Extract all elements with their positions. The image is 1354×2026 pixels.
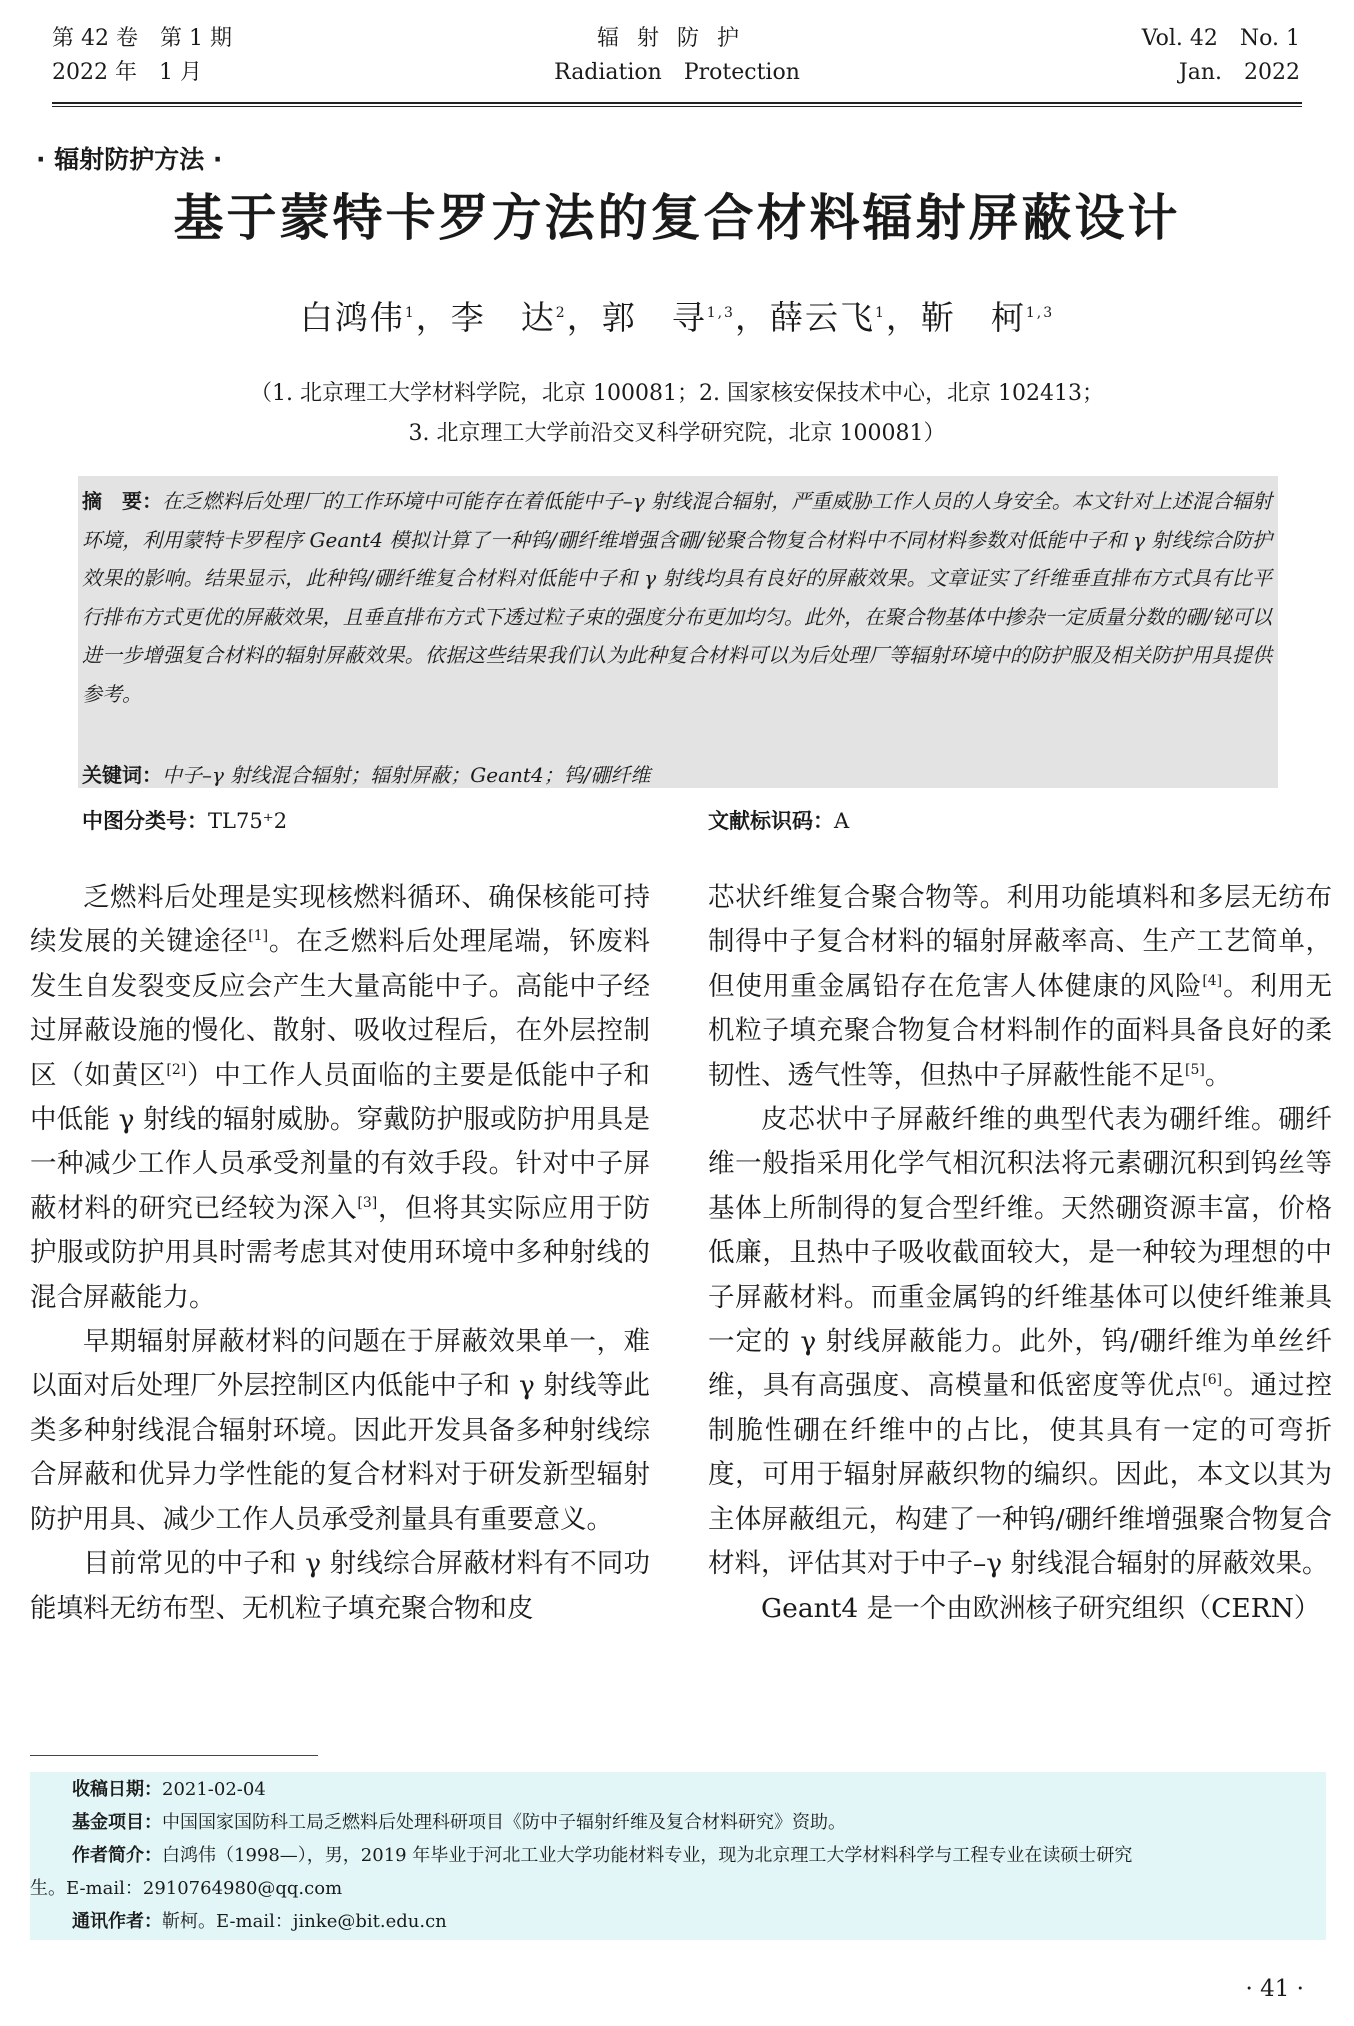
bio-label: 作者简介： xyxy=(72,1845,162,1866)
author-list: 白鸿伟$^1$，李 达$^2$，郭 寻$^{1,3}$，薛云飞$^1$，靳 柯$^{1,3}$ xyxy=(299,298,1055,337)
doc-code-value: A xyxy=(834,809,850,833)
author-affil-mark: 1,3 xyxy=(1025,305,1055,321)
author-name: 薛云飞 xyxy=(769,298,875,337)
author-name: 李 达 xyxy=(450,298,556,337)
citation: [5] xyxy=(1185,1061,1205,1078)
clc-label: 中图分类号： xyxy=(82,809,208,833)
citation: [6] xyxy=(1202,1372,1223,1389)
author-affil-mark: 1 xyxy=(404,305,416,321)
paragraph xyxy=(708,1098,1332,1586)
date-cn: 2022 年 1 月 xyxy=(52,60,202,85)
author-name: 靳 柯 xyxy=(920,298,1026,337)
text-run: 皮芯状中子屏蔽纤维的典型代表为硼纤维。硼纤维一般指采用化学气相沉积法将元素硼沉积到钨丝等基体上所制得的复合型纤维。天然硼资源丰富，价格低廉，且热中子吸收截面较大，是一种较为理想的中子屏蔽材料。而重金属钨的纤维基体可以使纤维兼具一定的 γ 射线屏蔽能力。此外，钨/硼纤维为单丝纤维，具有高强度、高模量和低密度等优点 xyxy=(708,1104,1332,1402)
document-code xyxy=(708,806,849,836)
paragraph xyxy=(30,876,650,1320)
body-column-left xyxy=(30,876,650,1631)
volume-cn: 第 42 卷 第 1 期 xyxy=(52,26,232,51)
corr-value: 靳柯。E-mail：jinke@bit.edu.cn xyxy=(162,1911,447,1932)
issue-info-en xyxy=(1030,22,1300,90)
affiliation-line: 3. 北京理工大学前沿交叉科学研究院，北京 100081） xyxy=(408,421,946,446)
text-run: 。 xyxy=(1204,1059,1232,1091)
body-column-right xyxy=(708,876,1332,1631)
author-bio-cont: 生。E-mail：2910764980@qq.com xyxy=(30,1878,343,1899)
affiliations xyxy=(40,374,1314,454)
citation: [3] xyxy=(357,1195,378,1212)
footnote xyxy=(30,1773,1326,1938)
clc-value: TL75⁺2 xyxy=(208,809,288,833)
author-affil-mark: 2 xyxy=(555,305,567,321)
abstract xyxy=(82,482,1272,713)
text-run: 。利用无机粒子填充聚合物复合材料制作的面料具备良好的柔韧性、透气性等，但热中子屏蔽性能不足 xyxy=(708,970,1333,1091)
received-label: 收稿日期： xyxy=(72,1779,162,1800)
corresponding-author xyxy=(30,1905,1326,1938)
footnote-rule xyxy=(30,1755,318,1756)
text-run: 芯状纤维复合聚合物等。利用功能填料和多层无纺布制得中子复合材料的辐射屏蔽率高、生产工艺简单，但使用重金属铅存在危害人体健康的风险 xyxy=(708,882,1332,1002)
abstract-label: 摘 要： xyxy=(82,489,163,513)
author-name: 白鸿伟 xyxy=(299,298,405,337)
paragraph xyxy=(708,876,1332,1098)
header-rule xyxy=(52,102,1302,104)
volume-en: Vol. 42 No. 1 xyxy=(1141,26,1300,51)
author-affil-mark: 1,3 xyxy=(706,305,735,321)
fund-value: 中国国家国防科工局乏燃料后处理科研项目《防中子辐射纤维及复合材料研究》资助。 xyxy=(162,1812,846,1833)
text-run: ，但将其实际应用于防护服或防护用具时需考虑其对使用环境中多种射线的混合屏蔽能力。 xyxy=(30,1192,651,1313)
date-en: Jan. 2022 xyxy=(1178,60,1300,85)
journal-name xyxy=(527,22,827,90)
text-run: ）中工作人员面临的主要是低能中子和中低能 γ 射线的辐射威胁。穿戴防护服或防护用具是一种减少工作人员承受剂量的有效手段。针对中子屏蔽材料的研究已经较为深入 xyxy=(30,1059,651,1224)
bio-value: 白鸿伟（1998—），男，2019 年毕业于河北工业大学功能材料专业，现为北京理工大学材料科学与工程专业在读硕士研究 xyxy=(162,1845,1133,1866)
received-date xyxy=(30,1773,1326,1806)
author-bio xyxy=(30,1839,1326,1872)
keywords-body: 中子–γ 射线混合辐射；辐射屏蔽；Geant4；钨/硼纤维 xyxy=(162,763,651,787)
issue-info-cn xyxy=(52,22,382,90)
clc-number xyxy=(82,806,287,836)
abstract-body: 在乏燃料后处理厂的工作环境中可能存在着低能中子–γ 射线混合辐射，严重威胁工作人员的人身安全。本文针对上述混合辐射环境，利用蒙特卡罗程序 Geant4 模拟计算了一种钨/硼纤维增强含硼/铋聚合物复合材料中不同材料参数对低能中子和 γ 射线综合防护效果的影响。结果显示，此种钨/硼纤维复合材料对低能中子和 γ 射线均具有良好的屏蔽效果。文章证实了纤维垂直排布方式具有比平行排布方式更优的屏蔽效果，且垂直排布方式下透过粒子束的强度分布更加均匀。此外，在聚合物基体中掺杂一定质量分数的硼/铋可以进一步增强复合材料的辐射屏蔽效果。依据这些结果我们认为此种复合材料可以为后处理厂等辐射环境中的防护服及相关防护用具提供参考。 xyxy=(82,489,1273,706)
text-run: 。通过控制脆性硼在纤维中的占比，使其具有一定的可弯折度，可用于辐射屏蔽织物的编织。因此，本文以其为主体屏蔽组元，构建了一种钨/硼纤维增强聚合物复合材料，评估其对于中子–γ 射线混合辐射的屏蔽效果。 xyxy=(708,1370,1333,1580)
fund-label: 基金项目： xyxy=(72,1812,162,1833)
author-name: 郭 寻 xyxy=(601,298,707,337)
text-run: 乏燃料后处理是实现核燃料循环、确保核能可持续发展的关键途径 xyxy=(30,882,650,958)
citation: [1] xyxy=(248,928,269,945)
fund-info xyxy=(30,1806,1326,1839)
received-value: 2021-02-04 xyxy=(162,1779,266,1800)
paragraph: Geant4 是一个由欧洲核子研究组织（CERN） xyxy=(761,1592,1321,1624)
citation: [2] xyxy=(166,1061,187,1078)
corr-label: 通讯作者： xyxy=(72,1911,162,1932)
affiliation-line: （1. 北京理工大学材料学院，北京 100081；2. 国家核安保技术中心，北京 102413； xyxy=(250,381,1104,406)
text-run: 。在乏燃料后处理尾端，钚废料发生自发裂变反应会产生大量高能中子。高能中子经过屏蔽设施的慢化、散射、吸收过程后，在外层控制区（如黄区 xyxy=(30,926,651,1091)
journal-name-en: Radiation Protection xyxy=(554,60,800,85)
journal-name-cn: 辐射防护 xyxy=(596,26,757,51)
paragraph: 目前常见的中子和 γ 射线综合屏蔽材料有不同功能填料无纺布型、无机粒子填充聚合物和皮 xyxy=(30,1548,650,1624)
doc-code-label: 文献标识码： xyxy=(708,809,834,833)
page-number: · 41 · xyxy=(1245,1976,1304,2002)
keywords xyxy=(82,760,1272,790)
author-affil-mark: 1 xyxy=(874,305,886,321)
header-rule-thin xyxy=(52,106,1302,107)
keywords-label: 关键词： xyxy=(82,763,162,787)
article-title: 基于蒙特卡罗方法的复合材料辐射屏蔽设计 xyxy=(173,189,1181,247)
section-tag: · 辐射防护方法 · xyxy=(36,145,223,174)
citation: [4] xyxy=(1202,972,1223,989)
paragraph: 早期辐射屏蔽材料的问题在于屏蔽效果单一，难以面对后处理厂外层控制区内低能中子和 γ 射线等此类多种射线混合辐射环境。因此开发具备多种射线综合屏蔽和优异力学性能的复合材料对于研发新型辐射防护用具、减少工作人员承受剂量具有重要意义。 xyxy=(30,1326,650,1535)
